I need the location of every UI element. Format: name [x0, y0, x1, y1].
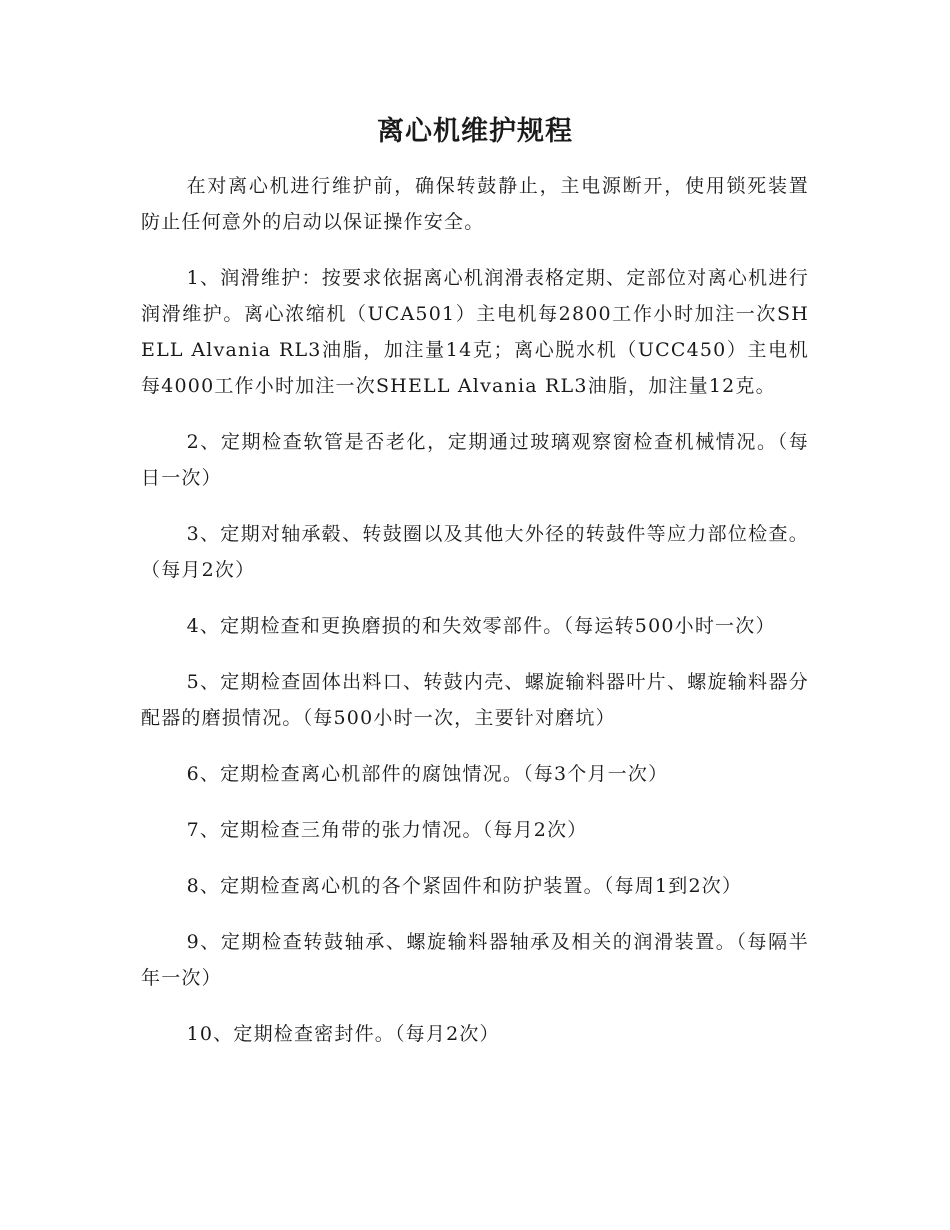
item-seals: 10、定期检查密封件。（每月2次） — [186, 1023, 500, 1045]
item-hose-check: 2、定期检查软管是否老化，定期通过玻璃观察窗检查机械情况。（每日一次） — [141, 431, 809, 489]
item-fasteners: 8、定期检查离心机的各个紧固件和防护装置。（每周1到2次） — [186, 875, 743, 897]
item-stress-check: 3、定期对轴承毂、转鼓圈以及其他大外径的转鼓件等应力部位检查。（每月2次） — [141, 523, 809, 581]
item-bearings: 9、定期检查转鼓轴承、螺旋输料器轴承及相关的润滑装置。（每隔半年一次） — [141, 931, 809, 989]
item-belt-tension: 7、定期检查三角带的张力情况。（每月2次） — [186, 819, 588, 841]
document-body — [141, 168, 809, 1072]
item-corrosion-check: 6、定期检查离心机部件的腐蚀情况。（每3个月一次） — [186, 763, 669, 785]
document-title: 离心机维护规程 — [377, 116, 573, 147]
item-wear-check: 5、定期检查固体出料口、转鼓内壳、螺旋输料器叶片、螺旋输料器分配器的磨损情况。（每500小时一次，主要针对磨坑） — [141, 671, 809, 729]
item-lubrication: 1、润滑维护：按要求依据离心机润滑表格定期、定部位对离心机进行润滑维护。离心浓缩机（UCA501）主电机每2800工作小时加注一次SHELL Alvania RL3油脂，加注量14克；离心脱水机（UCC450）主电机每4000工作小时加注一次SHELL Alvania RL3油脂，加注量12克。 — [141, 267, 809, 397]
intro-paragraph: 在对离心机进行维护前，确保转鼓静止，主电源断开，使用锁死装置防止任何意外的启动以保证操作安全。 — [141, 175, 809, 233]
item-worn-parts: 4、定期检查和更换磨损的和失效零部件。（每运转500小时一次） — [186, 615, 776, 637]
